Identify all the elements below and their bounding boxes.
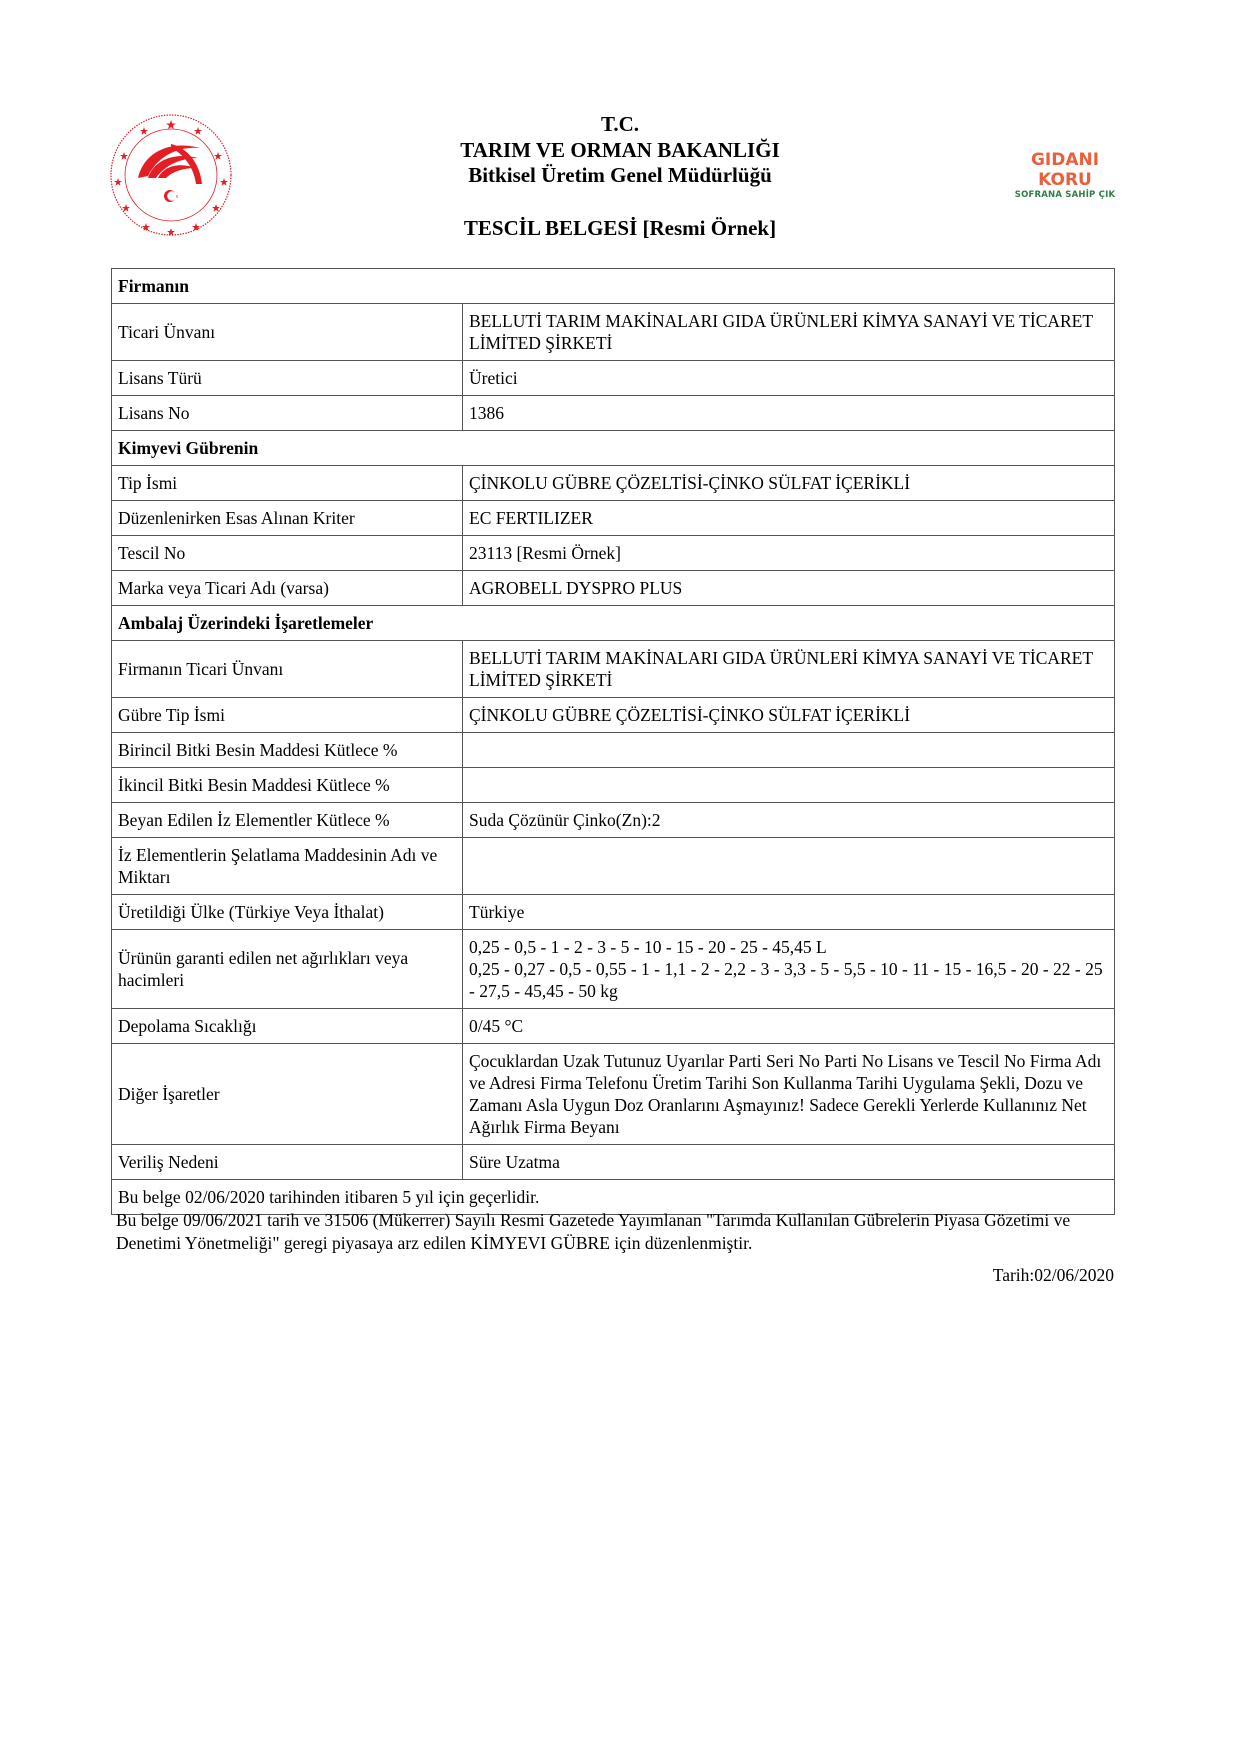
row-label: Üretildiği Ülke (Türkiye Veya İthalat) (112, 895, 463, 930)
section-header-packaging (112, 606, 1115, 641)
row-label: Düzenlenirken Esas Alınan Kriter (112, 501, 463, 536)
row-label: Beyan Edilen İz Elementler Kütlece % (112, 803, 463, 838)
regulation-note: Bu belge 09/06/2021 tarih ve 31506 (Mükerrer) Sayılı Resmi Gazetede Yayımlanan "Tarımda Kullanılan Gübrelerin Piyasa Gözetimi ve Denetimi Yönetmeliği" geregi piyasaya arz edilen KİMYEVI GÜBRE için düzenlenmiştir. (116, 1210, 1071, 1253)
row-value: 0/45 °C (463, 1009, 1115, 1044)
row-label: Depolama Sıcaklığı (112, 1009, 463, 1044)
row-label: Ticari Ünvanı (112, 304, 463, 361)
table-row (112, 768, 1115, 803)
table-row (112, 536, 1115, 571)
row-value (463, 733, 1115, 768)
table-row (112, 361, 1115, 396)
weights-liters: 0,25 - 0,5 - 1 - 2 - 3 - 5 - 10 - 15 - 20 - 25 - 45,45 L (469, 937, 827, 957)
registration-table (111, 268, 1115, 1215)
document-date: Tarih:02/06/2020 (992, 1265, 1114, 1285)
weights-kg: 0,25 - 0,27 - 0,5 - 0,55 - 1 - 1,1 - 2 - 2,2 - 3 - 3,3 - 5 - 5,5 - 10 - 11 - 15 - 16,5 - 20 - 22 - 25 - 27,5 - 45,45 - 50 kg (469, 959, 1103, 1001)
table-row (112, 1009, 1115, 1044)
table-row (112, 930, 1115, 1009)
header-department: Bitkisel Üretim Genel Müdürlüğü (468, 163, 772, 187)
row-label: Ürünün garanti edilen net ağırlıkları veya hacimleri (112, 930, 463, 1009)
row-label: Firmanın Ticari Ünvanı (112, 641, 463, 698)
row-value: ÇİNKOLU GÜBRE ÇÖZELTİSİ-ÇİNKO SÜLFAT İÇERİKLİ (463, 698, 1115, 733)
brand-name: GIDANI KORU (1030, 150, 1100, 190)
table-row (112, 803, 1115, 838)
row-label: Birincil Bitki Besin Maddesi Kütlece % (112, 733, 463, 768)
row-value: EC FERTILIZER (463, 501, 1115, 536)
table-row (112, 838, 1115, 895)
row-value: 23113 [Resmi Örnek] (463, 536, 1115, 571)
row-value: BELLUTİ TARIM MAKİNALARI GIDA ÜRÜNLERİ KİMYA SANAYİ VE TİCARET LİMİTED ŞİRKETİ (463, 641, 1115, 698)
row-label: Veriliş Nedeni (112, 1145, 463, 1180)
row-value: AGROBELL DYSPRO PLUS (463, 571, 1115, 606)
document-title: TESCİL BELGESİ [Resmi Örnek] (463, 216, 777, 240)
row-label: Lisans Türü (112, 361, 463, 396)
row-label: Gübre Tip İsmi (112, 698, 463, 733)
row-value: 1386 (463, 396, 1115, 431)
row-label: Marka veya Ticari Adı (varsa) (112, 571, 463, 606)
row-label: İkincil Bitki Besin Maddesi Kütlece % (112, 768, 463, 803)
table-row (112, 1145, 1115, 1180)
table-row (112, 1044, 1115, 1145)
section-title: Kimyevi Gübrenin (112, 431, 1115, 466)
table-row (112, 396, 1115, 431)
row-value: Suda Çözünür Çinko(Zn):2 (463, 803, 1115, 838)
row-value (463, 838, 1115, 895)
section-header-fertilizer (112, 431, 1115, 466)
row-label: İz Elementlerin Şelatlama Maddesinin Adı ve Miktarı (112, 838, 463, 895)
row-value: ÇİNKOLU GÜBRE ÇÖZELTİSİ-ÇİNKO SÜLFAT İÇERİKLİ (463, 466, 1115, 501)
section-header-firm (112, 269, 1115, 304)
table-row (112, 304, 1115, 361)
table-row (112, 501, 1115, 536)
table-row (112, 641, 1115, 698)
row-value: Türkiye (463, 895, 1115, 930)
row-label: Tescil No (112, 536, 463, 571)
header-tc: T.C. (600, 112, 640, 136)
row-value (463, 768, 1115, 803)
row-label: Lisans No (112, 396, 463, 431)
header-ministry: TARIM VE ORMAN BAKANLIĞI (460, 138, 780, 162)
table-row (112, 571, 1115, 606)
row-value: BELLUTİ TARIM MAKİNALARI GIDA ÜRÜNLERİ KİMYA SANAYİ VE TİCARET LİMİTED ŞİRKETİ (463, 304, 1115, 361)
row-value: Çocuklardan Uzak Tutunuz Uyarılar Parti Seri No Parti No Lisans ve Tescil No Firma Adı ve Adresi Firma Telefonu Üretim Tarihi Son Kullanma Tarihi Uygulama Şekli, Dozu ve Zamanı Asla Uygun Doz Oranlarını Aşmayınız! Sadece Gerekli Yerlerde Kullanınız Net Ağırlık Firma Beyanı (463, 1044, 1115, 1145)
row-value-weights (463, 930, 1115, 1009)
section-title: Firmanın (112, 269, 1115, 304)
row-label: Tip İsmi (112, 466, 463, 501)
table-row (112, 895, 1115, 930)
row-value: Üretici (463, 361, 1115, 396)
row-value: Süre Uzatma (463, 1145, 1115, 1180)
table-row (112, 733, 1115, 768)
brand-tagline: SOFRANA SAHİP ÇIK (1014, 190, 1116, 200)
validity-text: Bu belge 02/06/2020 tarihinden itibaren 5 yıl için geçerlidir. (112, 1180, 1115, 1215)
table-row (112, 698, 1115, 733)
row-label: Diğer İşaretler (112, 1044, 463, 1145)
section-title: Ambalaj Üzerindeki İşaretlemeler (112, 606, 1115, 641)
table-row (112, 466, 1115, 501)
